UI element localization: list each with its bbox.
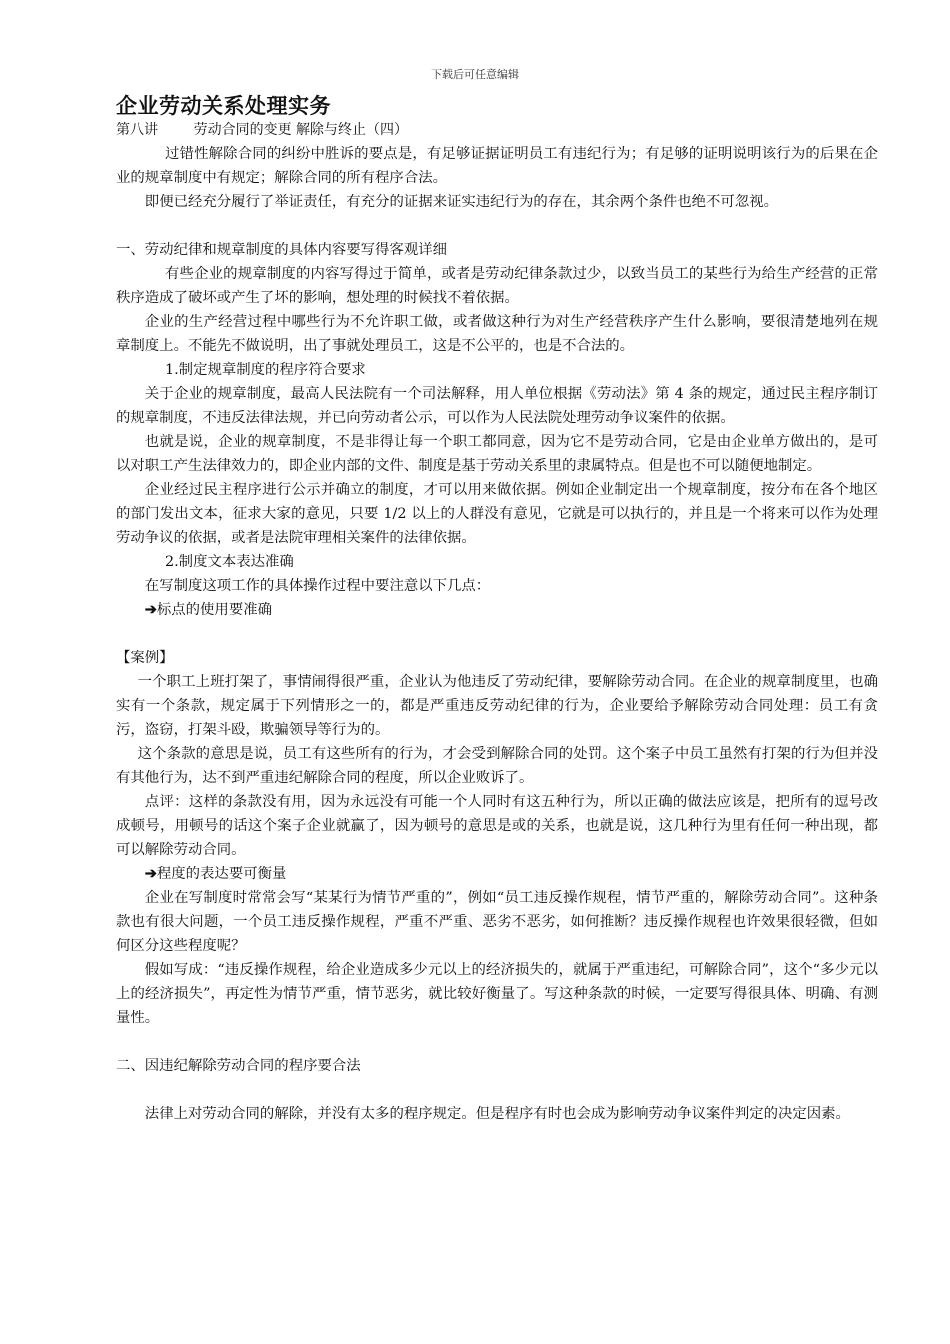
paragraph: 关于企业的规章制度，最高人民法院有一个司法解释，用人单位根据《劳动法》第 4 条的规定，通过民主程序制订的规章制度，不违反法律法规，并已向劳动者公示，可以作为人民法院处理劳动争议案件的依据。 — [116, 386, 878, 426]
bullet-item — [116, 862, 878, 886]
paragraph: 企业经过民主程序进行公示并确立的制度，才可以用来做依据。例如企业制定出一个规章制度，按分布在各个地区的部门发出文本，征求大家的意见，只要 1/2 以上的人群没有意见，它就是可以执行的，并且是一个将来可以作为处理劳动争议的依据，或者是法院审理相关案件的法律依据。 — [116, 482, 878, 546]
paragraph: 点评：这样的条款没有用，因为永远没有可能一个人同时有这五种行为，所以正确的做法应该是，把所有的逗号改成顿号，用顿号的话这个案子企业就赢了，因为顿号的意思是或的关系，也就是说，这几种行为里有任何一种出现，都可以解除劳动合同。 — [116, 794, 878, 858]
paragraph: 企业的生产经营过程中哪些行为不允许职工做，或者做这种行为对生产经营秩序产生什么影响，要很清楚地列在规章制度上。不能先不做说明，出了事就处理员工，这是不公平的，也是不合法的。 — [116, 314, 878, 354]
case-label: 【案例】 — [116, 650, 174, 666]
lecture-subtitle: 第八讲 劳动合同的变更 解除与终止（四） — [116, 122, 409, 138]
section-heading-1: 一、劳动纪律和规章制度的具体内容要写得客观详细 — [116, 242, 447, 258]
header-note: 下载后可任意编辑 — [431, 68, 519, 81]
paragraph: 有些企业的规章制度的内容写得过于简单，或者是劳动纪律条款过少，以致当员工的某些行为给生产经营的正常秩序造成了破坏或产生了坏的影响，想处理的时候找不着依据。 — [116, 266, 878, 306]
bullet-text: 标点的使用要准确 — [156, 602, 272, 618]
paragraph: 企业在写制度时常常会写“某某行为情节严重的”，例如“员工违反操作规程，情节严重的，解除劳动合同”。这种条款也有很大问题，一个员工违反操作规程，严重不严重、恶劣不恶劣，如何推断？违反操作规程也许效果很轻微，但如何区分这些程度呢？ — [116, 890, 878, 954]
bullet-text: 程度的表达要可衡量 — [156, 866, 287, 882]
paragraph: 这个条款的意思是说，员工有这些所有的行为，才会受到解除合同的处罚。这个案子中员工虽然有打架的行为但并没有其他行为，达不到严重违纪解除合同的程度，所以企业败诉了。 — [116, 746, 878, 786]
arrow-icon: ➔ — [144, 865, 157, 882]
arrow-icon: ➔ — [144, 601, 157, 618]
paragraph: 假如写成：“违反操作规程，给企业造成多少元以上的经济损失的，就属于严重违纪，可解除合同”，这个“多少元以上的经济损失”，再定性为情节严重，情节恶劣，就比较好衡量了。写这种条款的时候，一定要写得很具体、明确、有测量性。 — [116, 962, 878, 1026]
bullet-item — [116, 598, 878, 622]
paragraph: 即便已经充分履行了举证责任，有充分的证据来证实违纪行为的存在，其余两个条件也绝不可忽视。 — [144, 194, 778, 210]
paragraph: 过错性解除合同的纠纷中胜诉的要点是，有足够证据证明员工有违纪行为；有足够的证明说明该行为的后果在企业的规章制度中有规定；解除合同的所有程序合法。 — [116, 146, 878, 186]
section-heading-2: 二、因违纪解除劳动合同的程序要合法 — [116, 1058, 361, 1074]
subheading-2: 2.制度文本表达准确 — [164, 554, 294, 570]
paragraph: 也就是说，企业的规章制度，不是非得让每一个职工都同意，因为它不是劳动合同，它是由企业单方做出的，是可以对职工产生法律效力的，即企业内部的文件、制度是基于劳动关系里的隶属特点。但是也不可以随便地制定。 — [116, 434, 878, 474]
document-body — [116, 142, 878, 1126]
subheading-1: 1.制定规章制度的程序符合要求 — [164, 362, 366, 378]
paragraph: 法律上对劳动合同的解除，并没有太多的程序规定。但是程序有时也会成为影响劳动争议案件判定的决定因素。 — [144, 1106, 850, 1122]
paragraph: 一个职工上班打架了，事情闹得很严重，企业认为他违反了劳动纪律，要解除劳动合同。在企业的规章制度里，也确实有一个条款，规定属于下列情形之一的，都是严重违反劳动纪律的行为，企业要给予解除劳动合同处理：员工有贪污，盗窃，打架斗殴，欺骗领导等行为的。 — [116, 674, 878, 738]
paragraph: 在写制度这项工作的具体操作过程中要注意以下几点： — [144, 578, 491, 594]
document-title: 企业劳动关系处理实务 — [116, 94, 331, 118]
